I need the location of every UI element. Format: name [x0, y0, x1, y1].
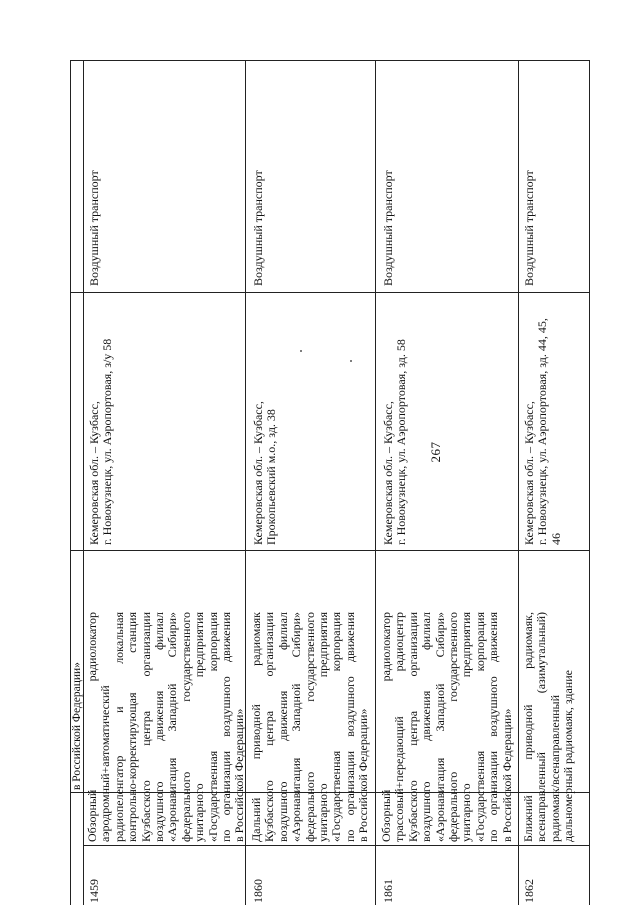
object-name-line: унитарного предприятия: [316, 612, 331, 842]
object-name-line: Кузбасского центра организации: [405, 612, 420, 842]
table-row: [376, 60, 518, 905]
object-address-line: г. Новокузнецк, ул. Аэропортовая, з/у 58: [100, 338, 115, 545]
object-address-line: Кемеровская обл. – Кузбасс,: [381, 401, 395, 545]
registry-table: [70, 60, 590, 905]
object-name-line: Дальний приводной радиомаяк: [249, 612, 263, 842]
row-number: 1862: [522, 879, 536, 903]
object-name-line: аэродромный+автоматический: [98, 685, 113, 842]
object-name-line: Кузбасского центра организации: [262, 612, 277, 842]
category-text: Воздушный транспорт: [381, 170, 395, 286]
object-name-line: трассовый+передающий радиоцентр: [392, 612, 407, 842]
table-row: [84, 60, 245, 905]
object-name-line: «Аэронавигация Западной Сибири»: [289, 612, 304, 842]
object-name-line: «Государственная корпорация: [472, 612, 487, 842]
object-name-line: воздушного движения филиал: [275, 612, 290, 842]
object-name-line: всенаправленный (азимутальный): [534, 612, 549, 842]
object-name-line: «Аэронавигация Западной Сибири»: [432, 612, 447, 842]
object-name-line: контрольно-корректирующая станция: [125, 612, 140, 842]
scan-dot: [350, 360, 352, 362]
object-name-line: унитарного предприятия: [459, 612, 474, 842]
object-name-line: дальномерный радиомаяк, здание: [561, 670, 576, 842]
object-name: [380, 612, 514, 842]
object-name-line: «Государственная корпорация: [205, 612, 220, 842]
object-name-line: Обзорный радиолокатор: [85, 612, 99, 842]
object-name: [250, 612, 371, 842]
row-number: 1860: [251, 879, 265, 903]
table-row: [519, 60, 589, 905]
object-name-line: в Российской Федерации»: [232, 708, 247, 842]
object-name: [522, 612, 576, 842]
object-name-line: по организации воздушного движения: [219, 612, 234, 842]
object-name-line: Ближний приводной радиомаяк,: [521, 612, 535, 842]
object-name-line: по организации воздушного движения: [486, 612, 501, 842]
object-address: [382, 300, 409, 545]
table-row: [246, 60, 375, 905]
object-address-line: г. Новокузнецк, ул. Аэропортовая, зд. 44, 45,: [535, 318, 550, 545]
object-address-line: 46: [548, 533, 563, 545]
row-number: 1861: [381, 879, 395, 903]
object-name: [86, 612, 247, 842]
object-name-line: федерального государственного: [302, 612, 317, 842]
object-name-line: радиомаяк/всенаправленный: [547, 694, 562, 842]
object-name-line: Обзорный радиолокатор: [379, 612, 393, 842]
object-name-line: федерального государственного: [178, 612, 193, 842]
object-address: [88, 300, 115, 545]
object-name-line: в Российской Федерации»: [499, 708, 514, 842]
object-address-line: Кемеровская обл. – Кузбасс,: [251, 401, 265, 545]
page-number: 267: [428, 441, 443, 463]
object-name-line: воздушного движения филиал: [419, 612, 434, 842]
object-address: [523, 300, 563, 545]
prev-row-tail-text: в Российской Федерации»: [71, 662, 83, 790]
object-address: [252, 300, 279, 545]
object-name-line: Кузбасского центра организации: [138, 612, 153, 842]
object-name-line: радиопеленгатор и локальная: [111, 612, 126, 842]
object-name-line: «Государственная корпорация: [329, 612, 344, 842]
object-address-line: Кемеровская обл. – Кузбасс,: [87, 401, 101, 545]
object-name-line: воздушного движения филиал: [152, 612, 167, 842]
object-address-line: Кемеровская обл. – Кузбасс,: [522, 401, 536, 545]
object-name-line: по организации воздушного движения: [342, 612, 357, 842]
object-address-line: г. Новокузнецк, ул. Аэропортовая, зд. 58: [394, 339, 409, 545]
object-name-line: унитарного предприятия: [192, 612, 207, 842]
category-text: Воздушный транспорт: [87, 170, 101, 286]
scan-dot: [300, 350, 302, 352]
category-text: Воздушный транспорт: [522, 170, 536, 286]
table-border-bottom: [589, 60, 590, 905]
object-address-line: Прокопьевский м.о., зд. 38: [264, 409, 279, 545]
category-text: Воздушный транспорт: [251, 170, 265, 286]
object-name-line: в Российской Федерации»: [356, 708, 371, 842]
object-name-line: федерального государственного: [446, 612, 461, 842]
row-number: 1459: [87, 879, 101, 903]
object-name-line: «Аэронавигация Западной Сибири»: [165, 612, 180, 842]
